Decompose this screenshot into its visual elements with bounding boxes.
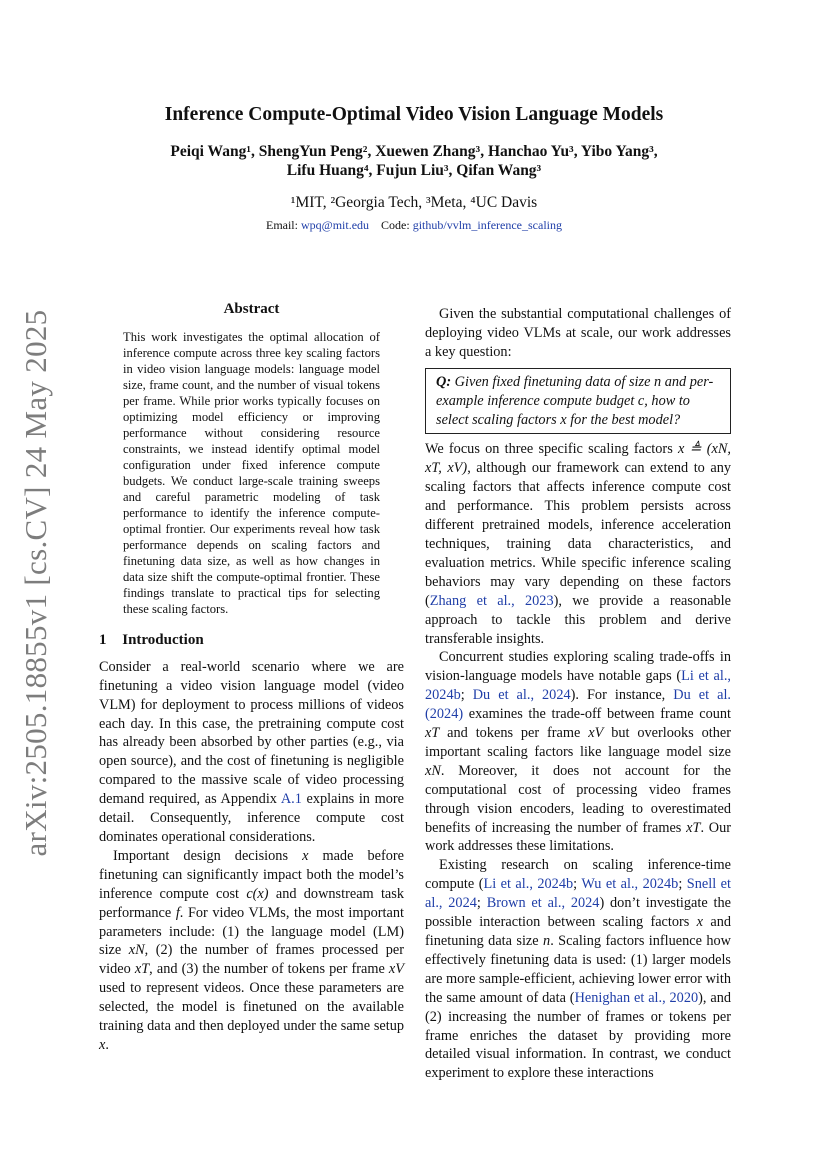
affiliations: ¹MIT, ²Georgia Tech, ³Meta, ⁴UC Davis xyxy=(290,194,538,211)
math-xN: xN xyxy=(128,942,145,959)
paper-header xyxy=(100,104,728,233)
math-xV: xV xyxy=(388,961,404,978)
contact-line xyxy=(100,218,728,233)
math-cx: c(x) xyxy=(246,885,269,902)
citation[interactable]: Henighan et al., 2020 xyxy=(574,989,699,1006)
right-paragraph-3: Concurrent studies exploring scaling trade-offs in vision-language models have notable gaps (Li et al., 2024b; Du et al., 2024). For instance, Du et al. (2024) examines the trade-off between frame count xT and tokens per frame xV but overlooks other important scaling factors like language model size xN. Moreover, it does not account for the computational cost of processing video frames through vision encoders, leading to overestimated benefits of increasing the number of frames xT. Our work addresses these limitations. xyxy=(425,649,731,855)
math-x: x xyxy=(99,1036,106,1053)
math-xN: xN xyxy=(425,762,441,779)
authors-line-1: Peiqi Wang¹, ShengYun Peng², Xuewen Zhang³, Hanchao Yu³, Yibo Yang³, xyxy=(170,143,658,160)
right-paragraph-4: Existing research on scaling inference-time compute (Li et al., 2024b; Wu et al., 2024b; Snell et al., 2024; Brown et al., 2024) don’t investigate the possible interaction between scaling factors x and finetuning data size n. Scaling factors influence how effectively finetuning data is used: (1) larger models are more sample-efficient, achieving lower error with the same amount of data (Henighan et al., 2020), and (2) increasing the number of frames or tokens per frame enriches the dataset by providing more detailed visual information. In contrast, we conduct experiment to explore these interactions xyxy=(425,857,732,1082)
authors-line-2: Lifu Huang⁴, Fujun Liu³, Qifan Wang³ xyxy=(286,162,542,179)
math-x: x xyxy=(696,914,704,931)
citation[interactable]: Li et al., 2024b xyxy=(483,876,574,893)
appendix-ref[interactable]: A.1 xyxy=(280,791,302,808)
intro-paragraph-2: Important design decisions x made before finetuning can significantly impact both the model’s inference compute cost c(x) and downstream task performance f. For video VLMs, the most important parameters include: (1) the language model (LM) size xN, (2) the number of frames processed per video xT, and (3) the number of tokens per frame xV used to represent videos. Once these parameters are selected, the model is finetuned on the available training data and then deployed under the same setup x. xyxy=(99,847,404,1053)
author-list xyxy=(100,142,728,180)
citation[interactable]: Li et al., 2024b xyxy=(425,668,731,704)
intro-paragraph-1: Consider a real-world scenario where we are finetuning a video vision language model (video VLM) for deployment to process millions of videos each day. In this case, the pretraining compute cost has already been absorbed by other parties (e.g., via open source), and the cost of finetuning is negligible compared to the massive scale of video processing demand required, as Appendix A.1 explains in more detail. Consequently, inference compute cost dominates operational considerations. xyxy=(99,658,404,845)
math-n: n xyxy=(543,933,551,949)
arxiv-id: arXiv:2505.18855v1 [cs.CV] 24 May 2025 xyxy=(18,309,53,857)
citation[interactable]: Du et al. (2024) xyxy=(425,687,731,723)
math-xT: xT xyxy=(134,961,150,978)
question-label: Q: xyxy=(436,373,452,390)
citation[interactable]: Brown et al., 2024 xyxy=(486,895,600,912)
citation[interactable]: Snell et al., 2024 xyxy=(425,876,731,912)
section-heading-introduction xyxy=(99,631,404,650)
paper-title: Inference Compute-Optimal Video Vision Language Models xyxy=(164,104,664,125)
arxiv-sidebar-stamp xyxy=(14,309,58,857)
math-xT: xT xyxy=(425,725,440,742)
section-number: 1 xyxy=(99,631,107,648)
code-label: Code: xyxy=(381,218,410,232)
math-x: x xyxy=(302,847,309,864)
section-title: Introduction xyxy=(122,631,204,648)
math-xT: xT xyxy=(686,819,701,836)
citation[interactable]: Du et al., 2024 xyxy=(472,687,571,704)
math-xV: xV xyxy=(588,725,604,742)
math-f: f xyxy=(175,904,180,921)
citation[interactable]: Wu et al., 2024b xyxy=(581,876,679,893)
abstract-body: This work investigates the optimal allocation of inference compute across three key scaling factors in video vision language models: language model size, frame count, and the number of visual tokens per frame. While prior works typically focuses on optimizing model efficiency or improving performance without considering resource constraints, we instead identify optimal model configuration under fixed inference compute budgets. We conduct large-scale training sweeps and careful parametric modeling of task performance to identify the inference compute-optimal frontier. Our experiments reveal how task performance depends on scaling factors and finetuning data size, as well as how changes in data size shift the compute-optimal frontier. These findings translate to practical tips for selecting these scaling factors. xyxy=(123,329,380,616)
right-paragraph-2: We focus on three specific scaling factors x ≜ (xN, xT, xV), although our framework can extend to any scaling factors that affects inference compute cost and performance. This problem persists across different pretrained models, inference acceleration techniques, training data characteristics, and evaluation metrics. While specific inference scaling behaviors may vary depending on these factors (Zhang et al., 2023), we provide a reasonable approach to tackle this problem and derive transferable insights. xyxy=(425,441,732,647)
citation[interactable]: Zhang et al., 2023 xyxy=(429,592,554,609)
right-column xyxy=(425,305,731,1083)
email-label: Email: xyxy=(265,218,298,232)
left-column xyxy=(99,300,404,1055)
right-paragraph-1: Given the substantial computational challenges of deploying video VLMs at scale, our work addresses a key question: xyxy=(425,306,731,360)
email-link[interactable]: wpq@mit.edu xyxy=(300,218,370,232)
question-text: Given fixed finetuning data of size n and per-example inference compute budget c, how to select scaling factors x for the best model? xyxy=(436,373,714,428)
abstract-heading: Abstract xyxy=(223,301,280,317)
key-question-box xyxy=(425,368,731,435)
math-def: x ≜ (xN, xT, xV) xyxy=(425,441,731,477)
code-link[interactable]: github/vvlm_inference_scaling xyxy=(412,218,562,232)
